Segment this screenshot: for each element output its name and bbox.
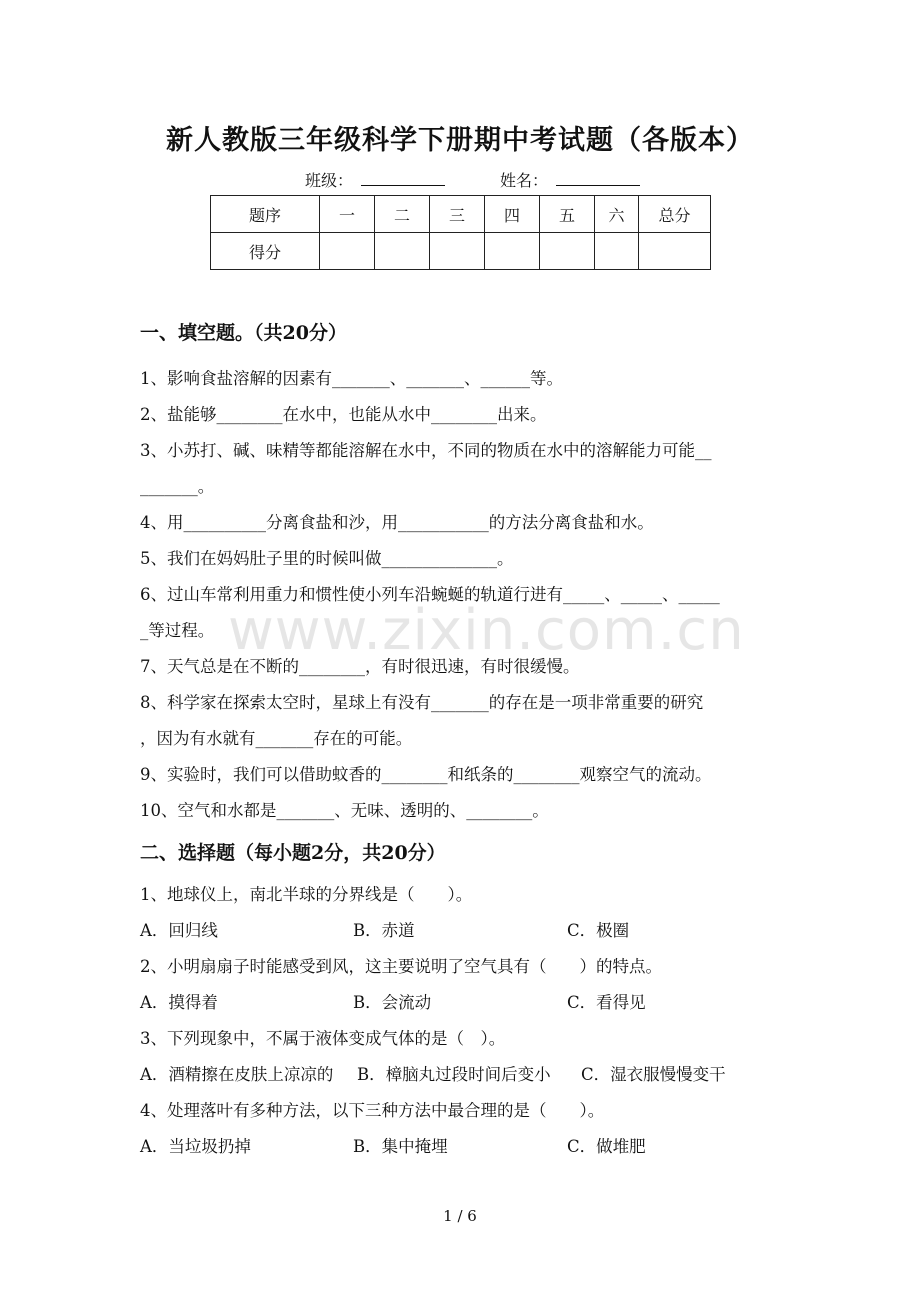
- table-cell: 总分: [639, 196, 711, 233]
- table-cell: 一: [320, 196, 375, 233]
- score-table-score-row: [211, 233, 711, 270]
- question-line: 1、地球仪上，南北半球的分界线是（ ）。: [140, 885, 473, 904]
- option-b[interactable]: B．赤道: [353, 921, 415, 940]
- table-cell: 得分: [211, 233, 320, 270]
- option-a[interactable]: A．当垃圾扔掉: [140, 1137, 251, 1156]
- question-line: 3、下列现象中，不属于液体变成气体的是（ ）。: [140, 1029, 506, 1048]
- name-blank[interactable]: [556, 185, 640, 186]
- question-line: _等过程。: [140, 621, 215, 640]
- question-line: 7、天气总是在不断的________，有时很迅速，有时很缓慢。: [140, 657, 580, 676]
- score-table-header-row: [211, 196, 711, 233]
- question-line: 2、小明扇扇子时能感受到风，这主要说明了空气具有（ ）的特点。: [140, 957, 662, 976]
- page-title: 新人教版三年级科学下册期中考试题（各版本）: [166, 125, 754, 156]
- table-cell: 六: [595, 196, 639, 233]
- table-cell: 二: [375, 196, 430, 233]
- table-cell: 三: [430, 196, 485, 233]
- option-c[interactable]: C．看得见: [567, 993, 646, 1012]
- question-line: 10、空气和水都是_______、无味、透明的、________。: [140, 801, 549, 820]
- question-line: 5、我们在妈妈肚子里的时候叫做______________。: [140, 549, 514, 568]
- option-b[interactable]: B．会流动: [353, 993, 432, 1012]
- option-c[interactable]: C．湿衣服慢慢变干: [581, 1065, 726, 1084]
- table-cell: 五: [540, 196, 595, 233]
- score-cell[interactable]: [540, 233, 595, 270]
- option-a[interactable]: A．摸得着: [140, 993, 218, 1012]
- score-cell[interactable]: [639, 233, 711, 270]
- question-line: ，因为有水就有_______存在的可能。: [140, 729, 413, 748]
- page-number: 1 / 6: [443, 1207, 477, 1225]
- name-label: 姓名：: [500, 171, 549, 190]
- question-line: 4、用__________分离食盐和沙，用___________的方法分离食盐和水。: [140, 513, 654, 532]
- question-line: 9、实验时，我们可以借助蚊香的________和纸条的________观察空气的流动。: [140, 765, 712, 784]
- option-c[interactable]: C．做堆肥: [567, 1137, 646, 1156]
- section-heading: 一、填空题。（共20分）: [140, 322, 347, 344]
- section-heading: 二、选择题（每小题2分，共20分）: [140, 842, 446, 864]
- table-cell: 题序: [211, 196, 320, 233]
- score-cell[interactable]: [485, 233, 540, 270]
- question-line: 2、盐能够________在水中，也能从水中________出来。: [140, 405, 547, 424]
- class-blank[interactable]: [361, 185, 445, 186]
- option-a[interactable]: A．酒精擦在皮肤上凉凉的: [140, 1065, 334, 1084]
- question-line: 6、过山车常利用重力和惯性使小列车沿蜿蜒的轨道行进有_____、_____、_____: [140, 585, 720, 604]
- score-cell[interactable]: [595, 233, 639, 270]
- question-line: 3、小苏打、碱、味精等都能溶解在水中，不同的物质在水中的溶解能力可能__: [140, 441, 712, 460]
- question-line: 8、科学家在探索太空时，星球上有没有_______的存在是一项非常重要的研究: [140, 693, 704, 712]
- watermark: www.zixin.com.cn: [228, 598, 745, 663]
- table-cell: 四: [485, 196, 540, 233]
- score-table: [210, 195, 711, 270]
- option-a[interactable]: A．回归线: [140, 921, 218, 940]
- option-c[interactable]: C．极圈: [567, 921, 630, 940]
- question-line: _______。: [140, 477, 215, 496]
- option-b[interactable]: B．樟脑丸过段时间后变小: [357, 1065, 551, 1084]
- question-line: 4、处理落叶有多种方法，以下三种方法中最合理的是（ ）。: [140, 1101, 605, 1120]
- question-line: 1、影响食盐溶解的因素有_______、_______、______等。: [140, 369, 563, 388]
- score-cell[interactable]: [375, 233, 430, 270]
- score-cell[interactable]: [320, 233, 375, 270]
- option-b[interactable]: B．集中掩埋: [353, 1137, 448, 1156]
- score-cell[interactable]: [430, 233, 485, 270]
- class-label: 班级：: [305, 171, 354, 190]
